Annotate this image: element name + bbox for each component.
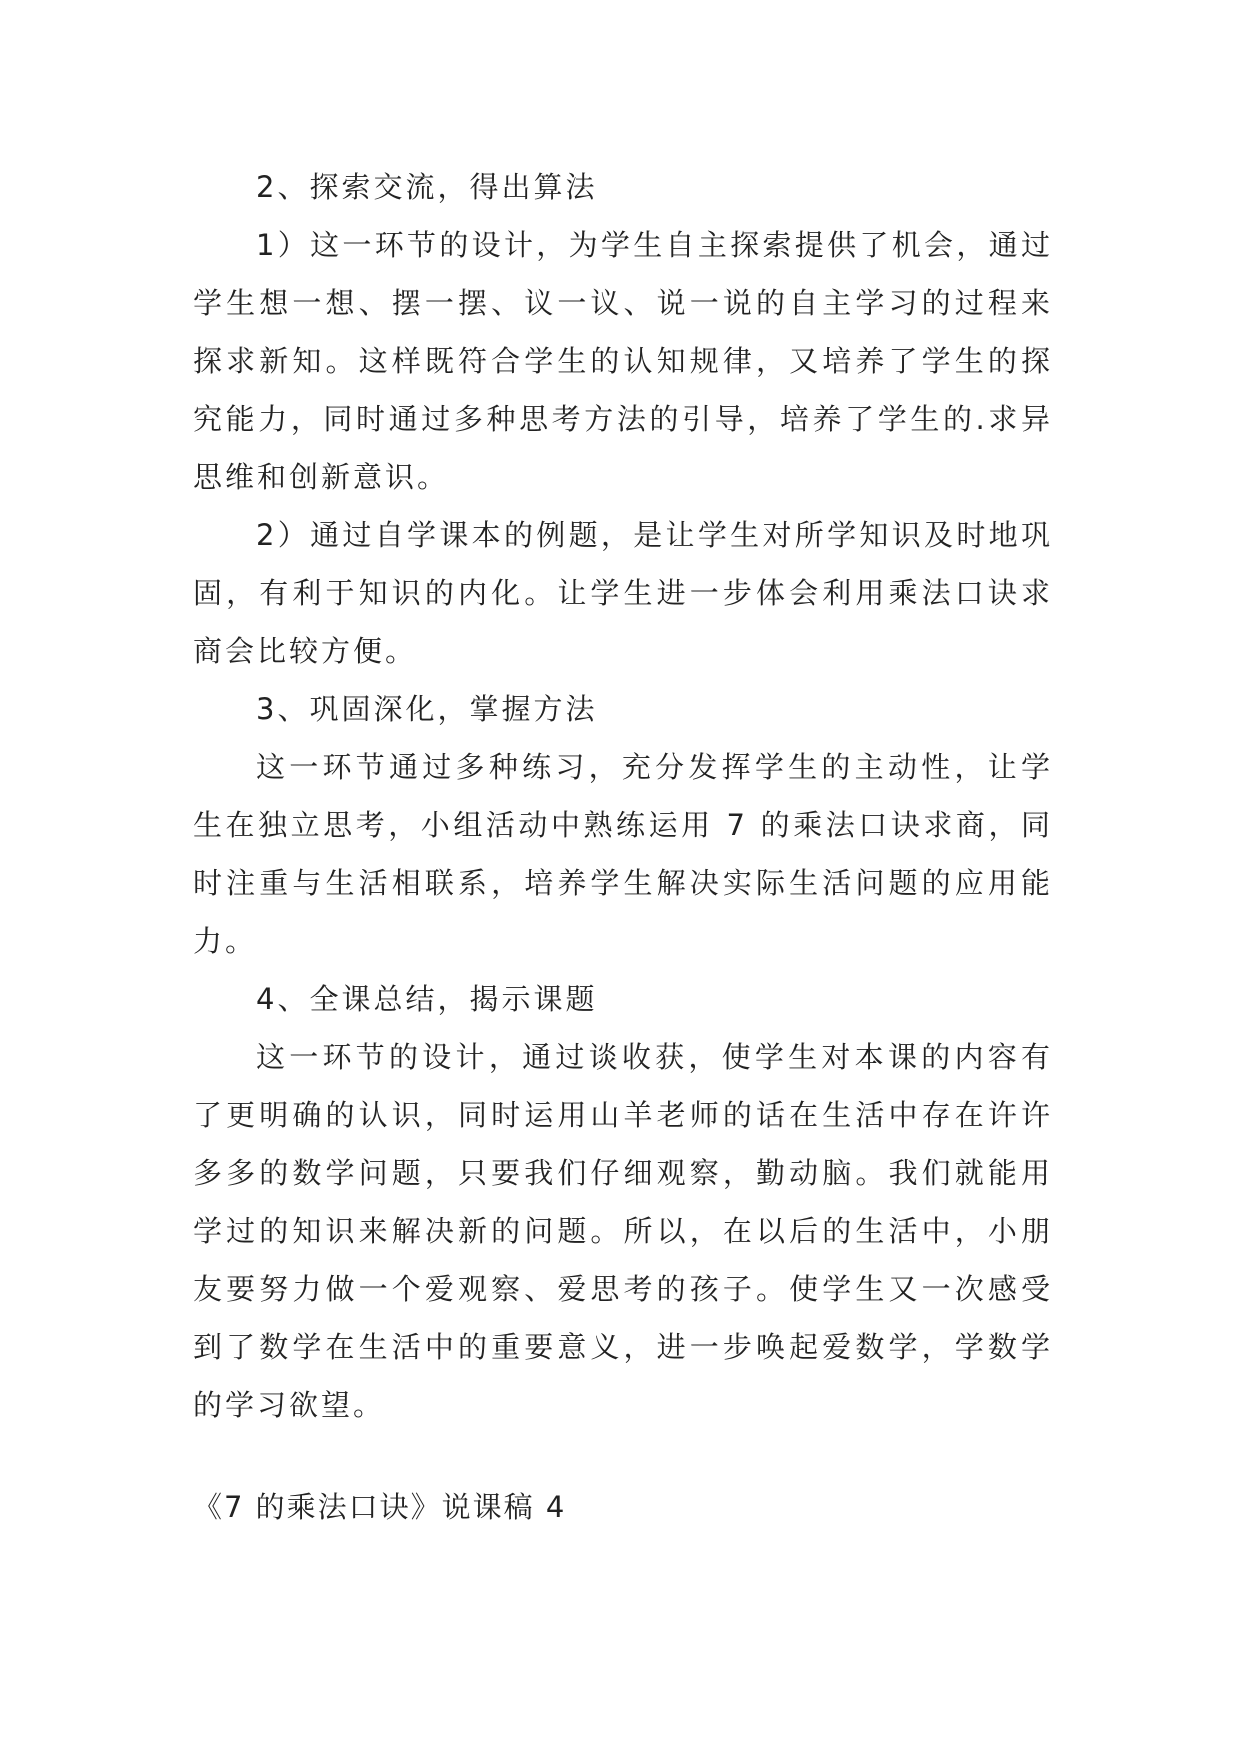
paragraph-practice: 这一环节通过多种练习，充分发挥学生的主动性，让学生在独立思考，小组活动中熟练运用 7 的乘法口诀求商，同时注重与生活相联系，培养学生解决实际生活问题的应用能力。 [193, 750, 1053, 958]
paragraph-summary: 这一环节的设计，通过谈收获，使学生对本课的内容有了更明确的认识，同时运用山羊老师的话在生活中存在许许多多的数学问题，只要我们仔细观察，勤动脑。我们就能用学过的知识来解决新的问题。所以，在以后的生活中，小朋友要努力做一个爱观察、爱思考的孩子。使学生又一次感受到了数学在生活中的重要意义，进一步唤起爱数学，学数学的学习欲望。 [193, 1040, 1053, 1422]
paragraph-design-explore: 1）这一环节的设计，为学生自主探索提供了机会，通过学生想一想、摆一摆、议一议、说一说的自主学习的过程来探求新知。这样既符合学生的认知规律，又培养了学生的探究能力，同时通过多种思考方法的引导，培养了学生的.求异思维和创新意识。 [193, 228, 1053, 494]
document-body [193, 158, 1053, 1434]
document-title: 《7 的乘法口诀》说课稿 4 [193, 1490, 567, 1524]
paragraph-self-study: 2）通过自学课本的例题，是让学生对所学知识及时地巩固，有利于知识的内化。让学生进一步体会利用乘法口诀求商会比较方便。 [193, 518, 1053, 668]
section-heading-explore: 2、探索交流，得出算法 [256, 170, 598, 204]
section-heading-consolidate: 3、巩固深化，掌握方法 [256, 692, 598, 726]
section-heading-summary: 4、全课总结，揭示课题 [256, 982, 598, 1016]
